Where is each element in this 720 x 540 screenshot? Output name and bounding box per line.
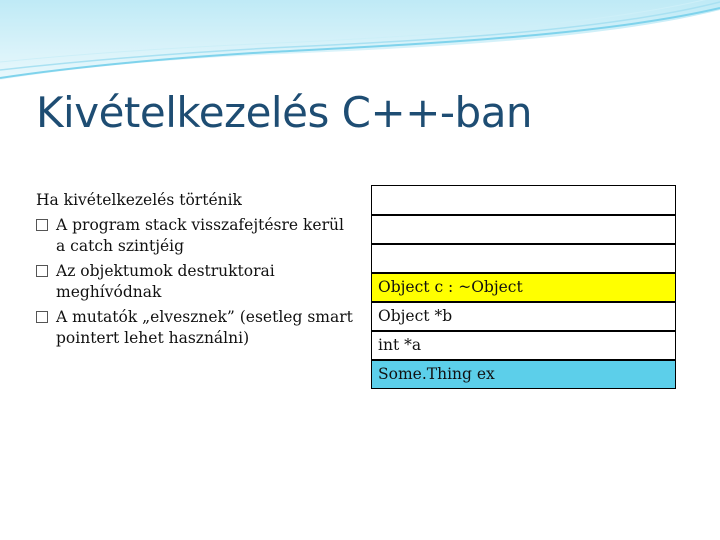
call-stack-diagram [371, 185, 676, 389]
stack-cell-int-a: int *a [372, 330, 675, 359]
bullet-item [36, 215, 356, 257]
bullet-text: Az objektumok destruktorai meghívódnak [56, 262, 275, 301]
slide-title: Kivételkezelés C++-ban [36, 88, 533, 137]
checkbox-square-icon [36, 219, 48, 231]
bullet-text: A program stack visszafejtésre kerül a catch szintjéig [56, 216, 344, 255]
stack-cell-object-c: Object c : ~Object [372, 272, 675, 301]
bullet-text: A mutatók „elvesznek” (esetleg smart pointert lehet használni) [56, 308, 353, 347]
decorative-wave-header [0, 0, 720, 90]
stack-cell-empty [372, 186, 675, 214]
stack-cell-exception: Some.Thing ex [372, 359, 675, 388]
stack-cell-empty [372, 214, 675, 243]
intro-text: Ha kivételkezelés történik [36, 191, 242, 209]
stack-cell-empty [372, 243, 675, 272]
bullet-item [36, 307, 356, 349]
checkbox-square-icon [36, 265, 48, 277]
slide-body [36, 190, 356, 349]
bullet-item [36, 261, 356, 303]
checkbox-square-icon [36, 311, 48, 323]
stack-cell-object-b: Object *b [372, 301, 675, 330]
